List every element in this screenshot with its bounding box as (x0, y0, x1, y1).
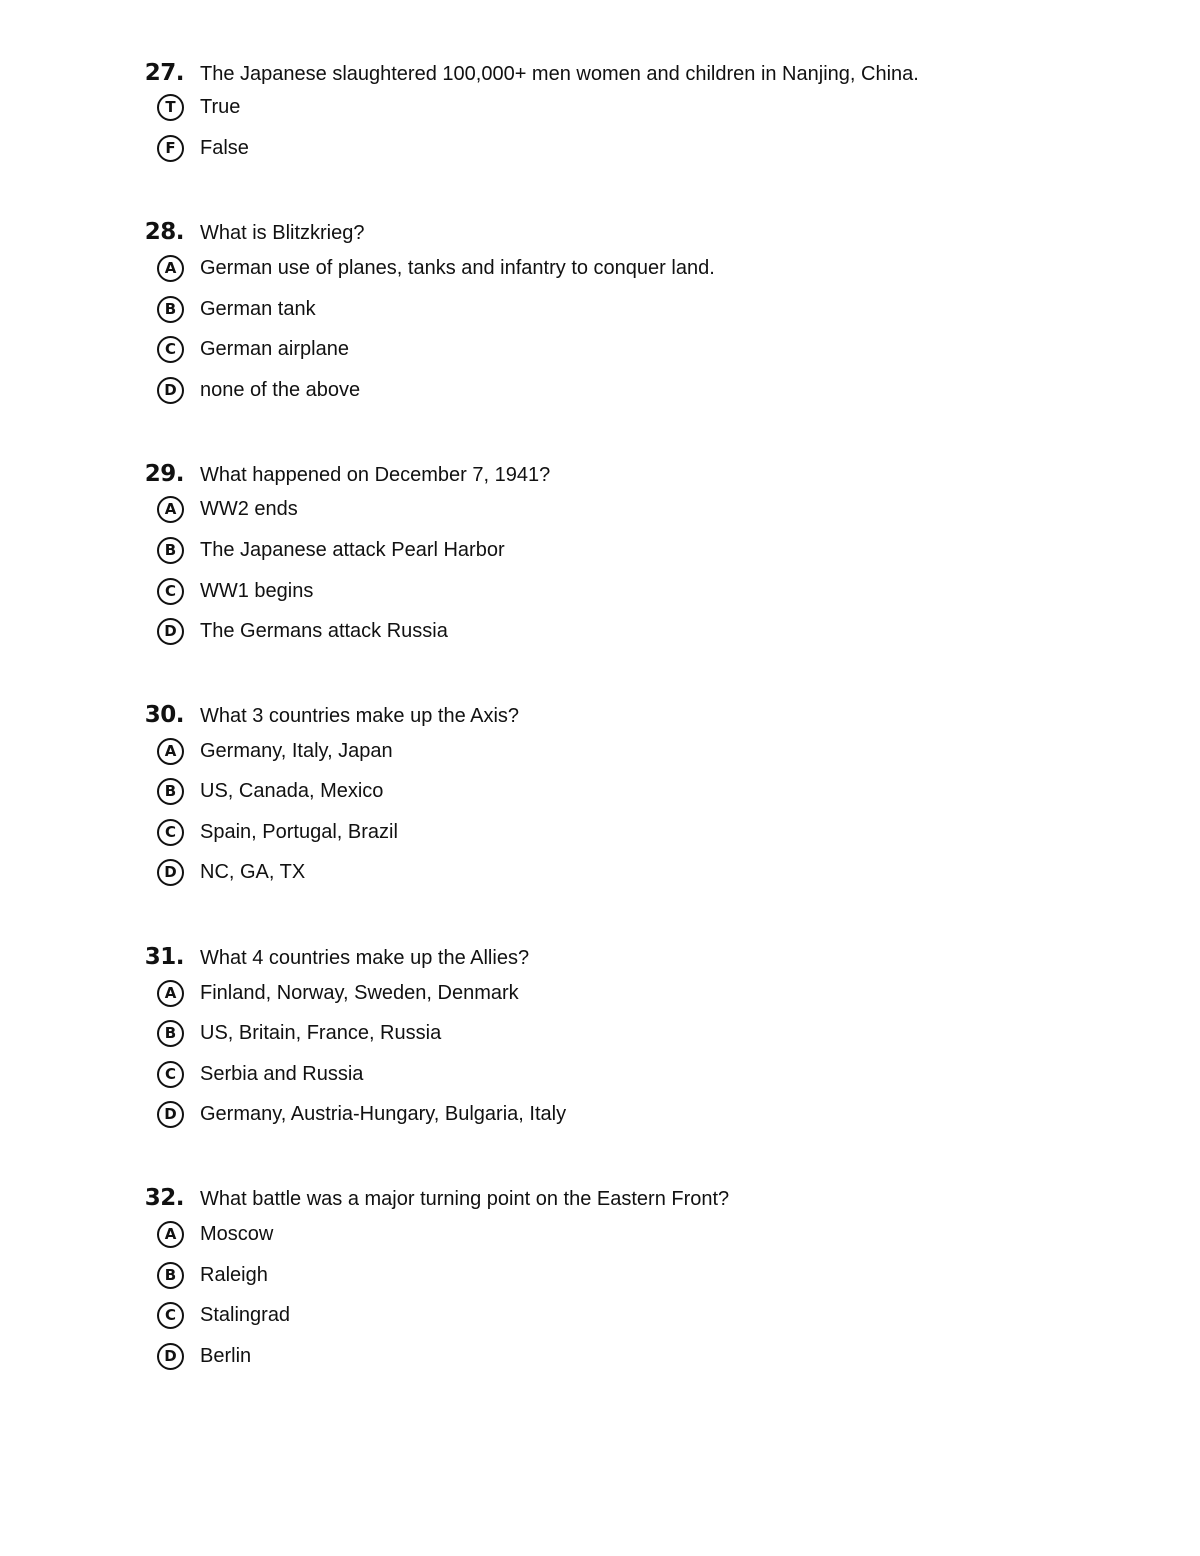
option-c[interactable] (157, 1061, 1057, 1093)
option-d[interactable] (157, 859, 1057, 891)
option-text: Moscow (200, 1223, 274, 1245)
option-true[interactable] (157, 94, 1057, 126)
option-false[interactable] (157, 135, 1057, 167)
answer-bubble[interactable]: D (157, 377, 184, 404)
option-text: German airplane (200, 338, 349, 360)
option-text: Berlin (200, 1345, 252, 1367)
answer-bubble[interactable]: D (157, 1101, 184, 1128)
option-b[interactable] (157, 1262, 1057, 1294)
answer-bubble[interactable]: T (157, 94, 184, 121)
answer-bubble[interactable]: D (157, 618, 184, 645)
option-text: US, Canada, Mexico (200, 780, 384, 802)
question-text: What is Blitzkrieg? (200, 222, 365, 244)
option-text: The Germans attack Russia (200, 620, 448, 642)
option-c[interactable] (157, 1302, 1057, 1334)
option-text: Stalingrad (200, 1304, 291, 1326)
option-text: The Japanese attack Pearl Harbor (200, 539, 505, 561)
answer-bubble[interactable]: A (157, 980, 184, 1007)
option-a[interactable] (157, 1221, 1057, 1253)
option-c[interactable] (157, 819, 1057, 851)
option-text: Spain, Portugal, Brazil (200, 821, 398, 843)
answer-bubble[interactable]: A (157, 496, 184, 523)
question-text: What happened on December 7, 1941? (200, 464, 551, 486)
answer-bubble[interactable]: C (157, 1302, 184, 1329)
option-d[interactable] (157, 618, 1057, 650)
question-text: What 3 countries make up the Axis? (200, 705, 520, 727)
option-text: US, Britain, France, Russia (200, 1022, 442, 1044)
option-text: Finland, Norway, Sweden, Denmark (200, 982, 519, 1004)
option-text: WW2 ends (200, 498, 298, 520)
option-text: none of the above (200, 379, 361, 401)
question-text: What 4 countries make up the Allies? (200, 947, 530, 969)
answer-bubble[interactable]: D (157, 1343, 184, 1370)
question-number: 31. (144, 944, 184, 970)
option-text: Germany, Italy, Japan (200, 740, 393, 762)
option-text: Germany, Austria-Hungary, Bulgaria, Italy (200, 1103, 567, 1125)
answer-bubble[interactable]: F (157, 135, 184, 162)
question-number: 28. (144, 219, 184, 245)
answer-bubble[interactable]: D (157, 859, 184, 886)
option-text: German tank (200, 298, 316, 320)
answer-bubble[interactable]: B (157, 1262, 184, 1289)
option-b[interactable] (157, 296, 1057, 328)
answer-bubble[interactable]: B (157, 1020, 184, 1047)
option-text: NC, GA, TX (200, 861, 306, 883)
answer-bubble[interactable]: C (157, 819, 184, 846)
question-text: What battle was a major turning point on the Eastern Front? (200, 1188, 730, 1210)
answer-bubble[interactable]: B (157, 296, 184, 323)
question-number: 29. (144, 461, 184, 487)
answer-bubble[interactable]: A (157, 738, 184, 765)
answer-bubble[interactable]: C (157, 578, 184, 605)
option-b[interactable] (157, 778, 1057, 810)
option-text: German use of planes, tanks and infantry to conquer land. (200, 257, 715, 279)
option-a[interactable] (157, 980, 1057, 1012)
option-a[interactable] (157, 738, 1057, 770)
option-a[interactable] (157, 496, 1057, 528)
question-text: The Japanese slaughtered 100,000+ men women and children in Nanjing, China. (200, 63, 919, 85)
answer-bubble[interactable]: A (157, 255, 184, 282)
option-a[interactable] (157, 255, 1057, 287)
option-c[interactable] (157, 336, 1057, 368)
question-number: 32. (144, 1185, 184, 1211)
option-text: Raleigh (200, 1264, 268, 1286)
answer-bubble[interactable]: C (157, 336, 184, 363)
option-text: False (200, 137, 249, 159)
option-b[interactable] (157, 1020, 1057, 1052)
option-d[interactable] (157, 377, 1057, 409)
option-text: True (200, 96, 241, 118)
question-number: 27. (144, 60, 184, 86)
option-b[interactable] (157, 537, 1057, 569)
option-d[interactable] (157, 1343, 1057, 1375)
answer-bubble[interactable]: B (157, 537, 184, 564)
question-number: 30. (144, 702, 184, 728)
answer-bubble[interactable]: A (157, 1221, 184, 1248)
option-text: WW1 begins (200, 580, 314, 602)
answer-bubble[interactable]: C (157, 1061, 184, 1088)
answer-bubble[interactable]: B (157, 778, 184, 805)
option-text: Serbia and Russia (200, 1063, 364, 1085)
option-c[interactable] (157, 578, 1057, 610)
option-d[interactable] (157, 1101, 1057, 1133)
